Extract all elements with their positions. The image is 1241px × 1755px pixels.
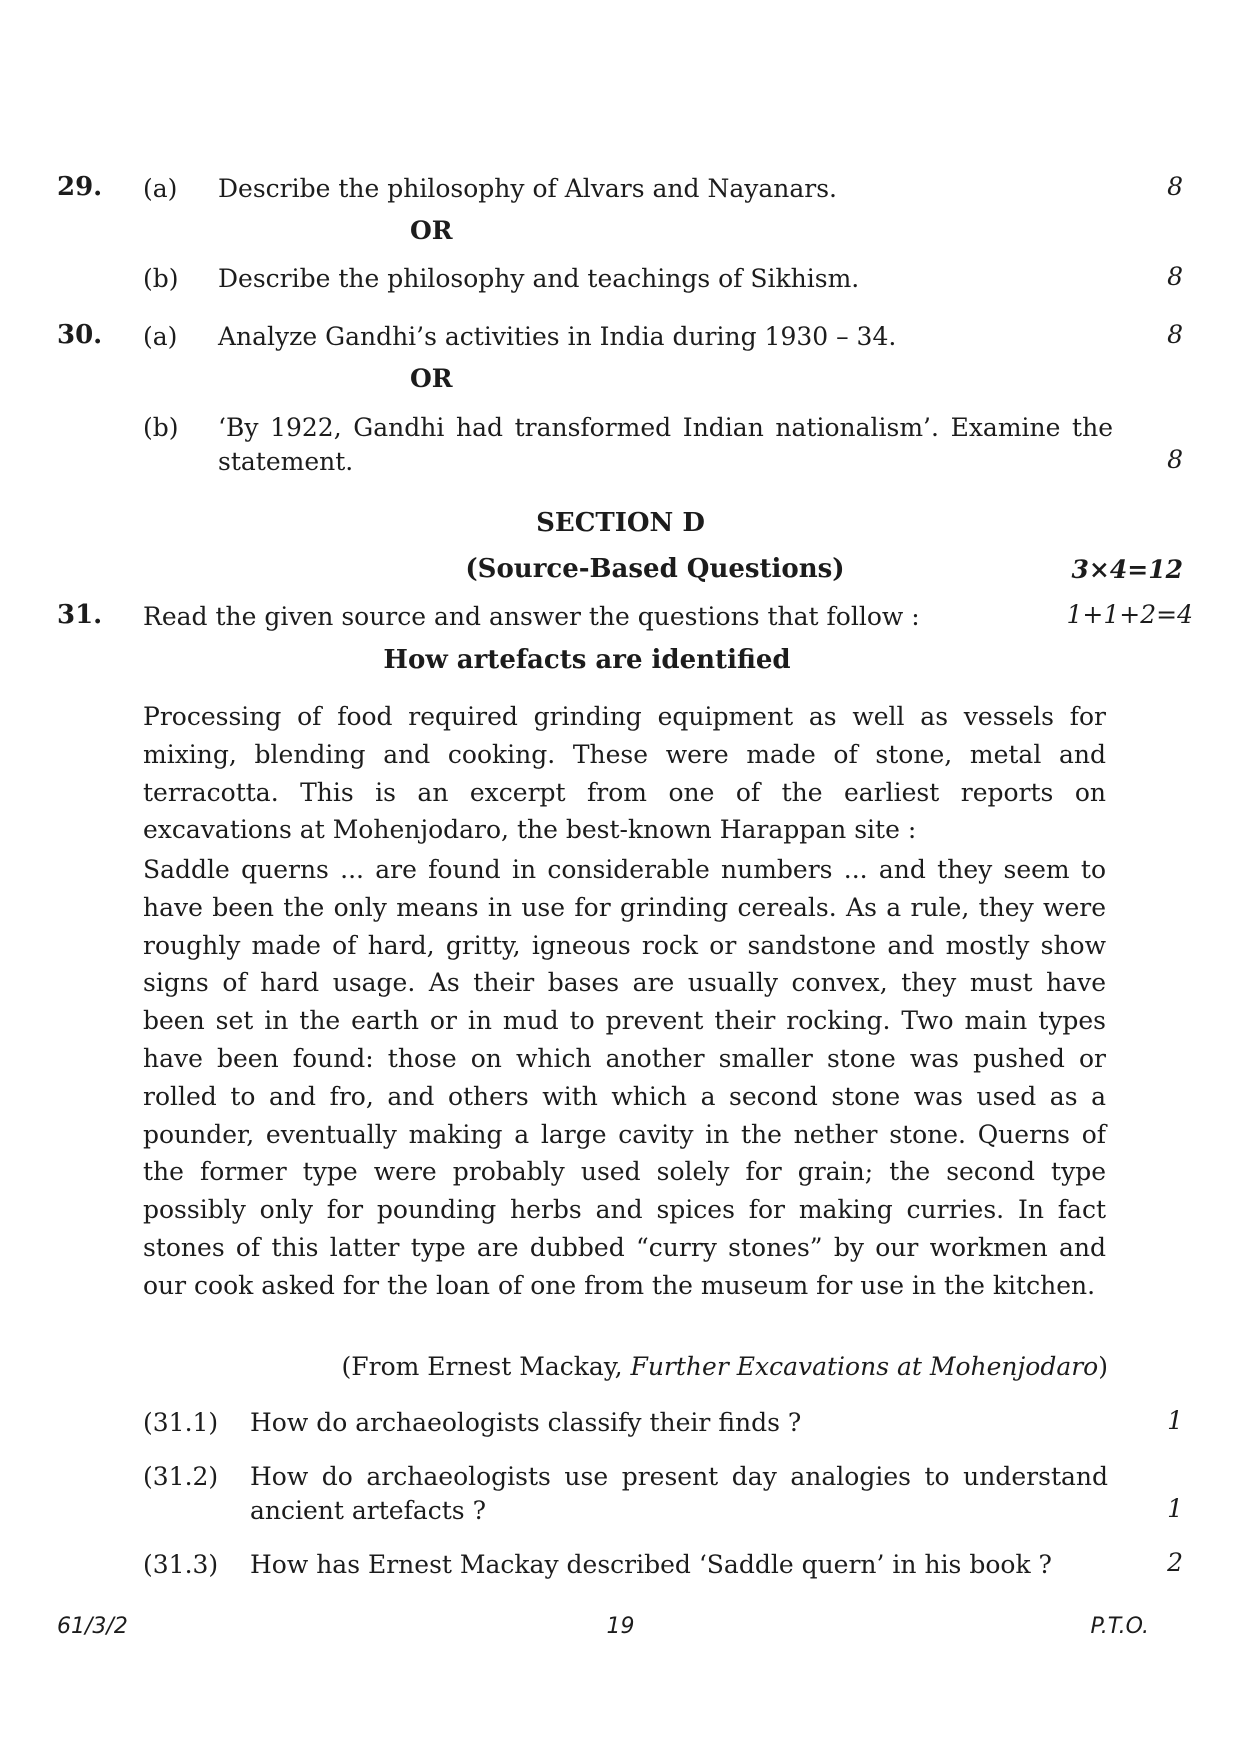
question-text: Describe the philosophy and teachings of Sikhism. — [218, 264, 860, 293]
question-instruction: Read the given source and answer the questions that follow : — [143, 602, 920, 631]
or-separator: OR — [410, 364, 453, 393]
paper-code: 61/3/2 — [57, 1614, 128, 1639]
source-intro: Processing of food required grinding equipment as well as vessels for mixing, blending and cooking. These were made of stone, metal and terracotta. This is an excerpt from one of the earliest reports on excavations at Mohenjodaro, the best-known Harappan site : — [143, 702, 1106, 845]
source-excerpt: Saddle querns ... are found in considerable numbers ... and they seem to have been the only means in use for grinding cereals. As a rule, they were roughly made of hard, gritty, igneous rock or sandstone and mostly show signs of hard usage. As their bases are usually convex, they must have been set in the earth or in mud to prevent their rocking. Two main types have been found: those on which another smaller stone was pushed or rolled to and fro, and others with which a second stone was used as a pounder, eventually making a large cavity in the nether stone. Querns of the former type were probably used solely for grain; the second type possibly only for pounding herbs and spices for making curries. In fact stones of this latter type are dubbed “curry stones” by our workmen and our cook asked for the loan of one from the museum for use in the kitchen. — [143, 855, 1106, 1300]
subquestion-label: (31.3) — [143, 1550, 219, 1579]
page-number: 19 — [606, 1614, 635, 1639]
source-title: How artefacts are identified — [383, 645, 791, 675]
subquestion-text: How do archaeologists classify their finds ? — [250, 1408, 802, 1437]
subquestion-text: How has Ernest Mackay described ‘Saddle quern’ in his book ? — [250, 1550, 1052, 1579]
marks: 2 — [1167, 1548, 1183, 1577]
marks: 8 — [1167, 172, 1183, 201]
pto-marker: P.T.O. — [1090, 1614, 1149, 1639]
question-number: 31. — [57, 600, 103, 630]
question-number: 29. — [57, 172, 103, 202]
citation-book-title: Further Excavations at Mohenjodaro — [630, 1352, 1099, 1381]
option-label: (b) — [143, 264, 179, 293]
marks: 8 — [1167, 320, 1183, 349]
question-number: 30. — [57, 320, 103, 350]
subquestion-text: How do archaeologists use present day analogies to understand ancient artefacts ? — [250, 1462, 1108, 1525]
section-title: SECTION D — [536, 508, 705, 538]
question-text: ‘By 1922, Gandhi had transformed Indian nationalism’. Examine the statement. — [218, 413, 1113, 476]
marks: 1+1+2=4 — [1066, 600, 1193, 629]
section-subtitle: (Source-Based Questions) — [465, 554, 845, 584]
marks: 8 — [1167, 262, 1183, 291]
marks: 8 — [1167, 445, 1183, 474]
source-citation: (From Ernest Mackay, Further Excavations at Mohenjodaro) — [341, 1352, 1108, 1381]
option-label: (a) — [143, 322, 178, 351]
option-label: (b) — [143, 413, 179, 442]
question-text: Analyze Gandhi’s activities in India during 1930 – 34. — [218, 322, 897, 351]
marks: 1 — [1167, 1406, 1183, 1435]
or-separator: OR — [410, 216, 453, 245]
marks: 1 — [1167, 1494, 1183, 1523]
section-marks: 3×4=12 — [1071, 555, 1183, 584]
question-text: Describe the philosophy of Alvars and Nayanars. — [218, 174, 838, 203]
subquestion-label: (31.2) — [143, 1462, 219, 1491]
subquestion-label: (31.1) — [143, 1408, 219, 1437]
option-label: (a) — [143, 174, 178, 203]
